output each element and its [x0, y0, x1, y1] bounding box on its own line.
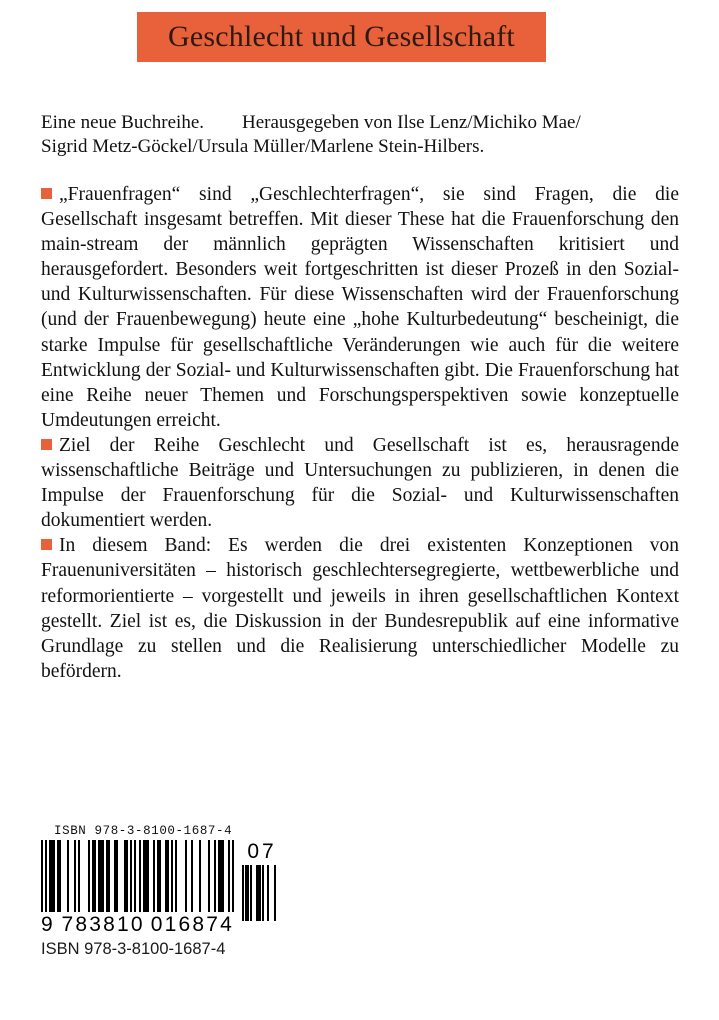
- orange-square-bullet-icon: [41, 539, 52, 550]
- barcode-block: [41, 824, 341, 937]
- ean-addon-digits: 07: [247, 840, 277, 863]
- blurb-paragraph-text: Ziel der Reihe Geschlecht und Gesellschaft ist es, herausragende wissenschaftliche Beiträge und Untersuchungen zu publizieren, in denen die Impulse der Frauenforschung für die Sozial- und Kulturwissenschaften dokumentiert werden.: [41, 434, 679, 532]
- ean13-lead-digit: 9: [41, 913, 54, 936]
- blurb-paragraph: [41, 533, 679, 684]
- ean-addon-bars-image: [242, 865, 282, 921]
- blurb-paragraph: [41, 433, 679, 533]
- ean13-right-group: 016874: [150, 913, 234, 936]
- orange-square-bullet-icon: [41, 188, 52, 199]
- series-title: Geschlecht und Gesellschaft: [168, 20, 515, 53]
- ean-addon-barcode: [242, 840, 282, 921]
- editors-line-2: Sigrid Metz-Göckel/Ursula Müller/Marlene Stein-Hilbers.: [41, 136, 485, 157]
- blurb-paragraph: [41, 182, 679, 433]
- ean13-barcode: [41, 840, 234, 937]
- isbn-footer-text: ISBN 978-3-8100-1687-4: [41, 940, 226, 958]
- blurb-paragraph-text: In diesem Band: Es werden die drei existenten Konzeptionen von Frauenuniversitäten – historisch geschlechtersegregierte, wettbewerbliche und reformorientierte – vorgestellt und jeweils in ihren gesellschaftlichen Kontext gestellt. Ziel ist es, die Diskussion in der Bundesrepublik auf eine informative Grundlage zu stellen und die Realisierung unterschiedlicher Modelle zu befördern.: [41, 535, 679, 682]
- orange-square-bullet-icon: [41, 439, 52, 450]
- ean13-left-group: 783810: [61, 913, 145, 936]
- barcode-row: [41, 840, 341, 937]
- blurb-text-block: [41, 182, 679, 684]
- blurb-paragraph-text: „Frauenfragen“ sind „Geschlechterfragen“, sie sind Fragen, die die Gesellschaft insgesamt betreffen. Mit dieser These hat die Frauenforschung den main-stream der männlich geprägten Wissenschaften kritisiert und herausgefordert. Besonders weit fortgeschritten ist dieser Prozeß in den Sozial- und Kulturwissenschaften. Für diese Wissenschaften wird der Frauenforschung (und der Frauenbewegung) heute eine „hohe Kulturbedeutung“ bescheinigt, die starke Impulse für gesellschaftliche Veränderungen wie auch für die weitere Entwicklung der Sozial- und Kulturwissenschaften gibt. Die Frauenforschung hat eine Reihe neuer Themen und Forschungsperspektiven sowie konzeptuelle Umdeutungen erreicht.: [41, 184, 679, 431]
- ean13-digits: [41, 913, 234, 937]
- series-title-banner: [137, 12, 546, 62]
- editors-line-1: Eine neue Buchreihe. Herausgegeben von Ilse Lenz/Michiko Mae/: [41, 112, 581, 133]
- barcode-isbn-caption: ISBN 978-3-8100-1687-4: [54, 824, 233, 838]
- editors-block: [41, 111, 681, 159]
- ean13-bars-image: [41, 840, 234, 912]
